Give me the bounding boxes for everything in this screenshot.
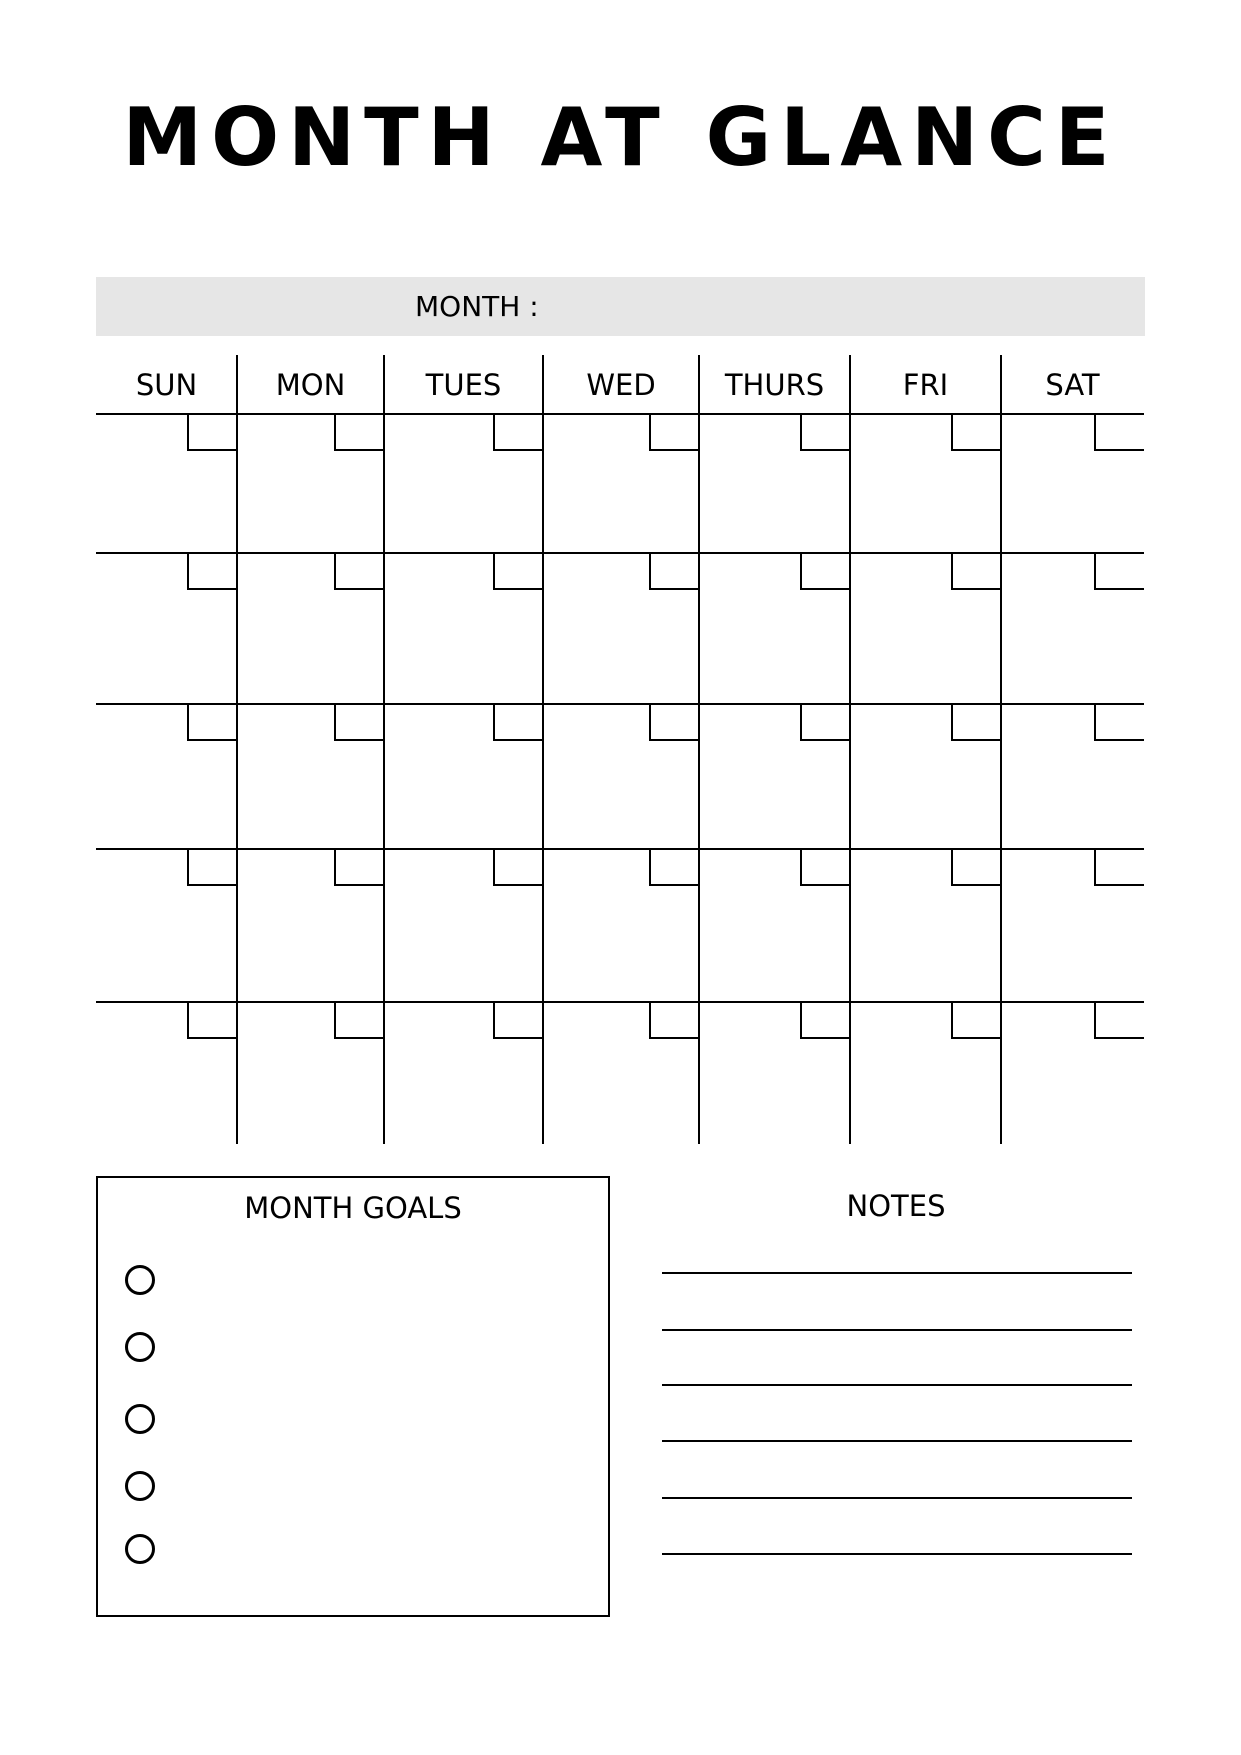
date-box: [649, 413, 699, 451]
note-line[interactable]: [662, 1272, 1132, 1274]
day-header-tues: TUES: [425, 368, 502, 402]
date-box: [649, 1001, 699, 1039]
month-bar: [96, 277, 1145, 336]
goal-checkbox[interactable]: [125, 1404, 155, 1434]
notes-title: NOTES: [846, 1189, 946, 1223]
goal-checkbox[interactable]: [125, 1534, 155, 1564]
date-box: [951, 1001, 1001, 1039]
date-box: [187, 848, 237, 886]
date-box: [187, 1001, 237, 1039]
date-box: [1094, 1001, 1144, 1039]
goal-checkbox[interactable]: [125, 1265, 155, 1295]
goal-checkbox[interactable]: [125, 1332, 155, 1362]
date-box: [800, 552, 850, 590]
date-box: [951, 703, 1001, 741]
date-box: [951, 552, 1001, 590]
date-box: [800, 1001, 850, 1039]
note-line[interactable]: [662, 1329, 1132, 1331]
date-box: [187, 413, 237, 451]
month-goals-box: [96, 1176, 610, 1617]
note-line[interactable]: [662, 1553, 1132, 1555]
date-box: [493, 413, 543, 451]
date-box: [187, 703, 237, 741]
date-box: [951, 848, 1001, 886]
date-box: [1094, 552, 1144, 590]
day-header-sun: SUN: [135, 368, 198, 402]
date-box: [951, 413, 1001, 451]
note-line[interactable]: [662, 1384, 1132, 1386]
date-box: [493, 848, 543, 886]
date-box: [1094, 848, 1144, 886]
date-box: [649, 552, 699, 590]
note-line[interactable]: [662, 1440, 1132, 1442]
date-box: [800, 848, 850, 886]
day-header-wed: WED: [586, 368, 656, 402]
page-title: MONTH AT GLANCE: [122, 91, 1119, 184]
date-box: [649, 848, 699, 886]
day-header-thurs: THURS: [724, 368, 825, 402]
month-goals-title: MONTH GOALS: [244, 1191, 462, 1225]
date-box: [493, 1001, 543, 1039]
day-header-fri: FRI: [902, 368, 949, 402]
date-box: [1094, 413, 1144, 451]
date-box: [334, 848, 384, 886]
goal-checkbox[interactable]: [125, 1471, 155, 1501]
date-box: [1094, 703, 1144, 741]
date-box: [187, 552, 237, 590]
date-box: [800, 703, 850, 741]
date-box: [334, 552, 384, 590]
date-box: [334, 413, 384, 451]
day-header-sat: SAT: [1045, 368, 1100, 402]
date-box: [334, 703, 384, 741]
date-box: [800, 413, 850, 451]
date-box: [493, 703, 543, 741]
day-header-mon: MON: [275, 368, 346, 402]
date-box: [493, 552, 543, 590]
note-line[interactable]: [662, 1497, 1132, 1499]
date-box: [334, 1001, 384, 1039]
date-box: [649, 703, 699, 741]
month-label: MONTH :: [415, 290, 539, 323]
